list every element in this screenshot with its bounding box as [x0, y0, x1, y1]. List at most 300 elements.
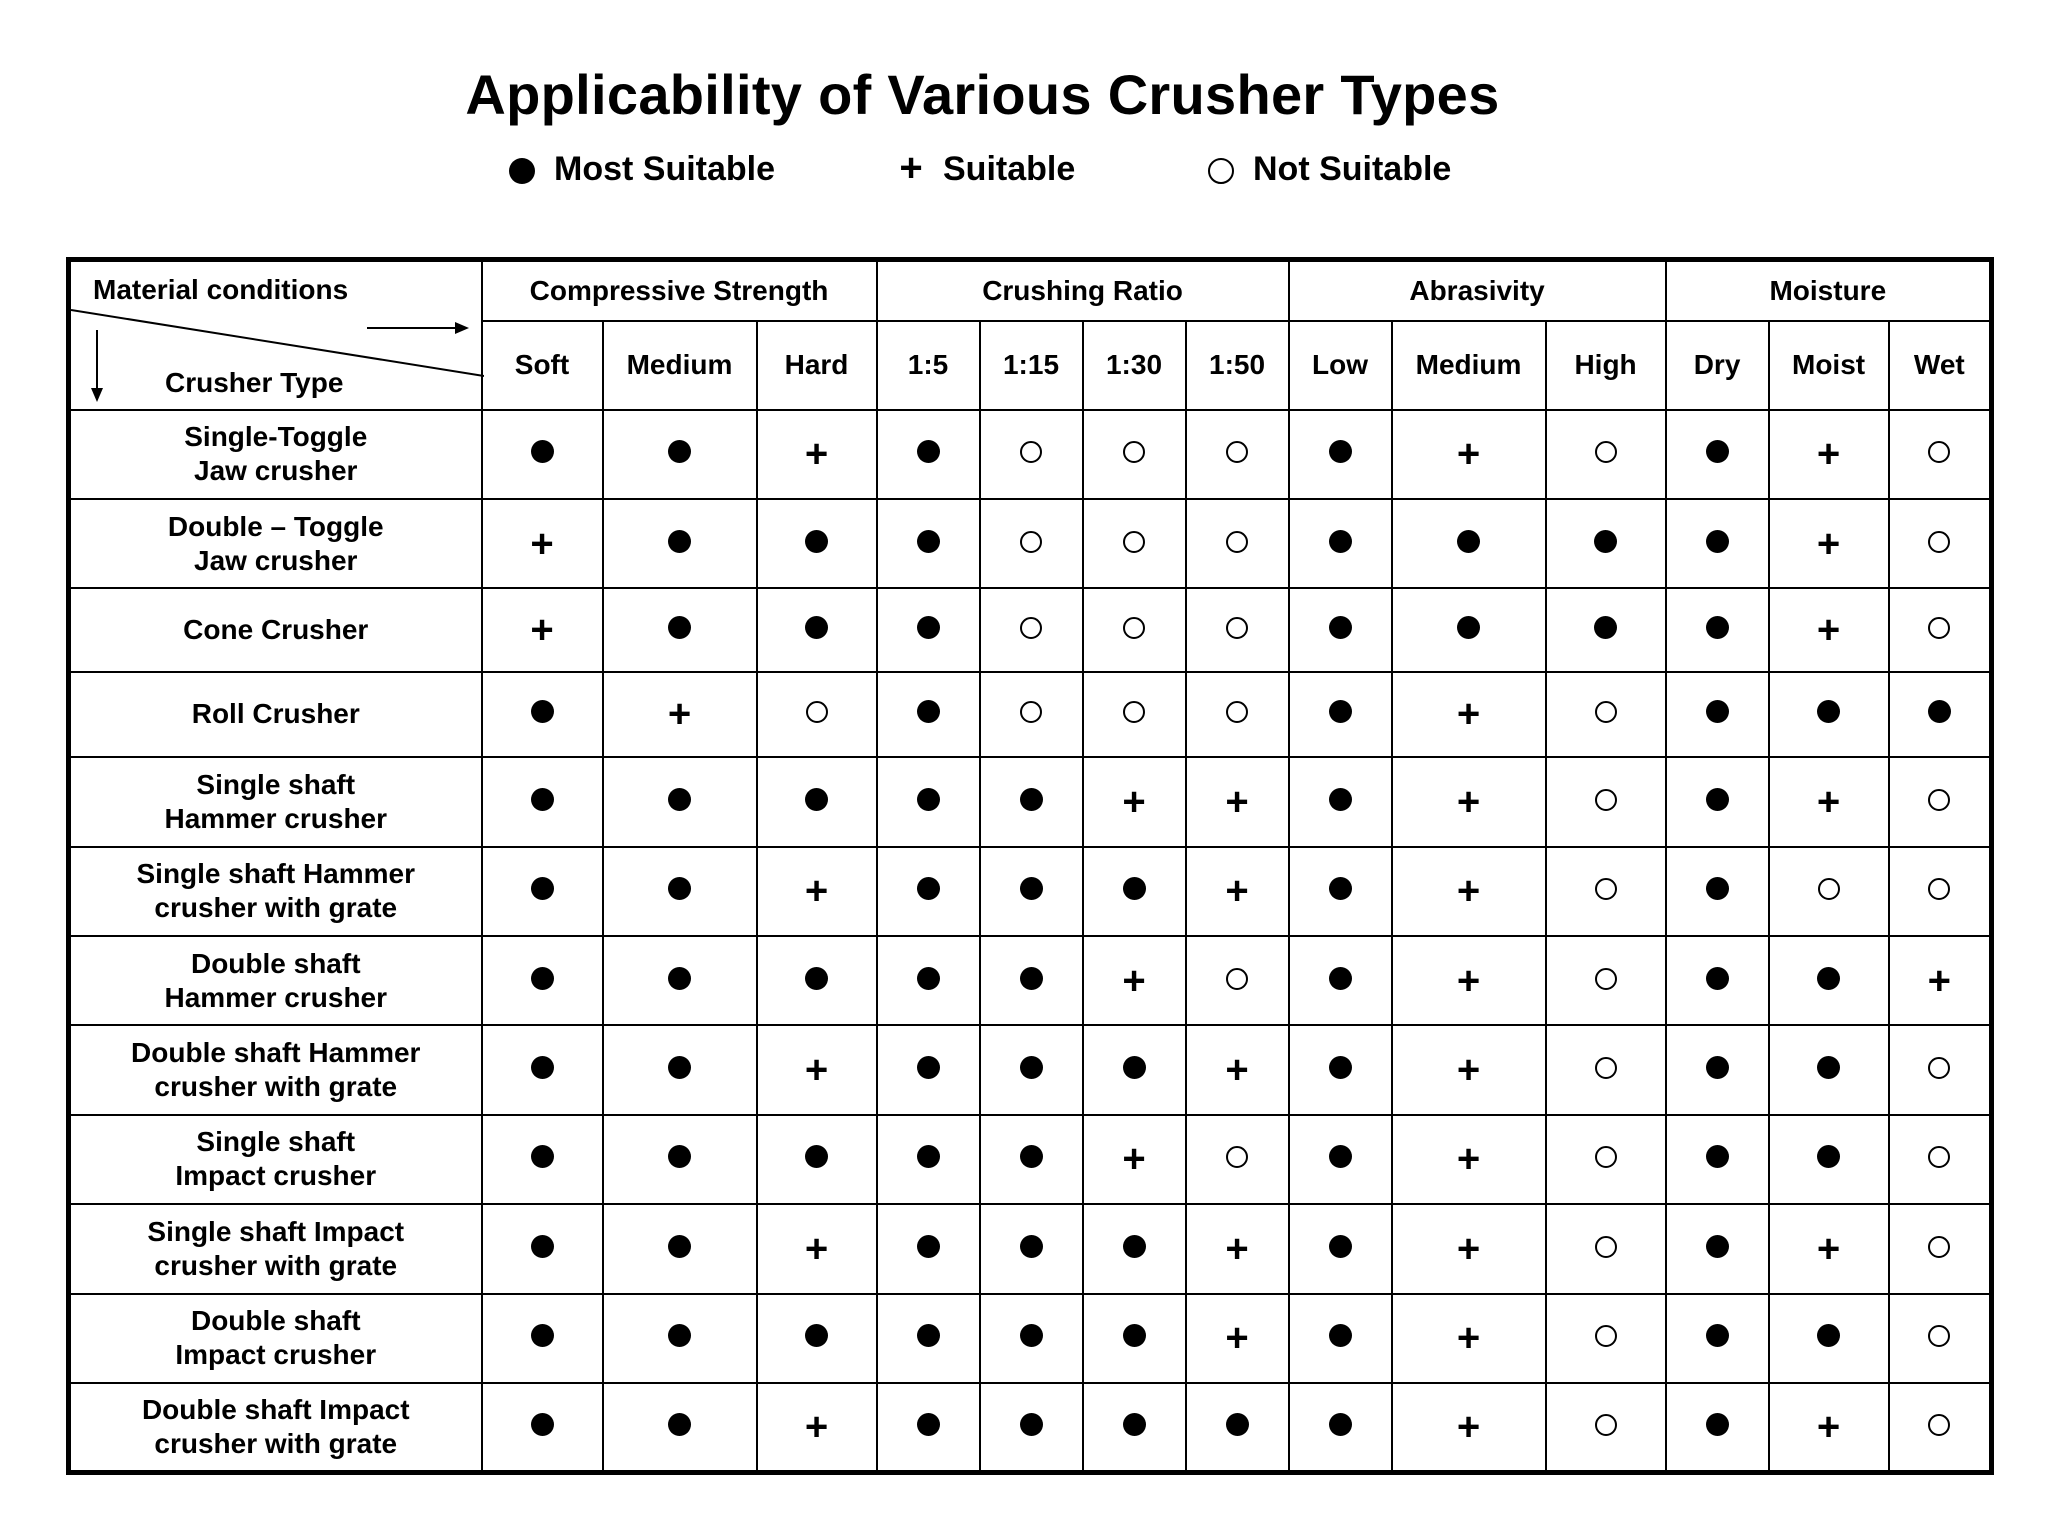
crusher-type-line: Hammer crusher — [164, 981, 388, 1013]
most-suitable-icon — [917, 530, 940, 553]
rating-cell — [1186, 499, 1289, 588]
suitable-icon: + — [804, 869, 829, 914]
crusher-type-line: crusher with grate — [154, 1249, 398, 1281]
not-suitable-icon — [1928, 1236, 1950, 1258]
rating-cell — [1546, 1204, 1666, 1293]
most-suitable-icon — [1123, 1413, 1146, 1436]
most-suitable-icon — [1817, 967, 1840, 990]
rating-cell — [877, 1383, 980, 1473]
suitable-icon: + — [1225, 1048, 1249, 1093]
suitable-icon: + — [1456, 692, 1481, 737]
most-suitable-icon — [805, 1145, 828, 1168]
suitable-icon: + — [1225, 1316, 1249, 1361]
crusher-type-line: crusher with grate — [154, 1427, 398, 1459]
rating-cell — [603, 1204, 757, 1293]
suitable-icon: + — [1456, 1048, 1481, 1093]
not-suitable-icon — [1928, 878, 1950, 900]
not-suitable-icon — [1928, 531, 1950, 553]
rating-cell — [1889, 936, 1992, 1025]
legend-suitable — [891, 144, 1075, 194]
rating-cell — [1546, 757, 1666, 846]
rating-cell — [1186, 410, 1289, 499]
rating-cell — [1889, 1383, 1992, 1473]
rating-cell — [1083, 936, 1186, 1025]
crusher-type-cell — [69, 1115, 482, 1204]
most-suitable-icon — [1817, 1324, 1840, 1347]
rating-cell — [482, 588, 603, 671]
most-suitable-icon — [1706, 440, 1729, 463]
page-title: Applicability of Various Crusher Types — [465, 63, 1500, 126]
crusher-type-cell — [69, 1025, 482, 1114]
rating-cell — [1289, 1115, 1392, 1204]
suitable-icon: + — [1456, 779, 1481, 824]
rating-cell — [1083, 672, 1186, 757]
most-suitable-icon — [1457, 530, 1480, 553]
not-suitable-icon — [1818, 878, 1840, 900]
group-header-crushing-ratio: Crushing Ratio — [877, 260, 1289, 321]
suitable-icon: + — [1122, 779, 1146, 824]
most-suitable-icon — [1020, 967, 1043, 990]
rating-cell — [1083, 847, 1186, 936]
crusher-type-line: Single shaft Hammer — [136, 858, 416, 890]
suitable-icon: + — [667, 692, 692, 737]
rating-cell — [980, 588, 1083, 671]
rating-cell — [1546, 410, 1666, 499]
most-suitable-icon — [668, 1324, 691, 1347]
rating-cell — [1546, 847, 1666, 936]
rating-cell — [877, 672, 980, 757]
rating-cell — [1889, 499, 1992, 588]
most-suitable-icon — [1123, 877, 1146, 900]
column-header: 1:5 — [877, 321, 980, 410]
most-suitable-icon — [1329, 1324, 1352, 1347]
rating-cell — [1289, 1025, 1392, 1114]
suitable-icon: + — [530, 608, 554, 652]
column-header: 1:50 — [1186, 321, 1289, 410]
most-suitable-icon — [531, 1235, 554, 1258]
rating-cell — [1392, 499, 1546, 588]
rating-cell — [1769, 588, 1889, 671]
most-suitable-icon — [805, 616, 828, 639]
not-suitable-icon — [1123, 617, 1145, 639]
column-header: Medium — [1392, 321, 1546, 410]
most-suitable-icon — [1329, 440, 1352, 463]
suitable-icon: + — [1456, 1137, 1481, 1182]
rating-cell — [757, 1383, 877, 1473]
not-suitable-icon — [1928, 441, 1950, 463]
most-suitable-icon — [917, 1413, 940, 1436]
table-row — [69, 936, 1992, 1025]
crusher-type-line: Impact crusher — [175, 1339, 377, 1371]
crusher-type-line: Jaw crusher — [194, 544, 358, 576]
rating-cell — [877, 936, 980, 1025]
table-row — [69, 499, 1992, 588]
most-suitable-icon — [1123, 1056, 1146, 1079]
most-suitable-icon — [668, 1145, 691, 1168]
rating-cell — [482, 1204, 603, 1293]
rating-cell — [877, 499, 980, 588]
rating-cell — [1186, 757, 1289, 846]
most-suitable-icon — [1329, 788, 1352, 811]
rating-cell — [1186, 1294, 1289, 1383]
rating-cell — [603, 847, 757, 936]
rating-cell — [603, 588, 757, 671]
rating-cell — [1392, 1025, 1546, 1114]
rating-cell — [757, 847, 877, 936]
most-suitable-icon — [1020, 1324, 1043, 1347]
most-suitable-icon — [668, 616, 691, 639]
most-suitable-icon — [531, 1056, 554, 1079]
most-suitable-icon — [1329, 1235, 1352, 1258]
rating-cell — [1666, 1115, 1769, 1204]
rating-cell — [603, 410, 757, 499]
rating-cell — [1186, 936, 1289, 1025]
most-suitable-icon — [1706, 700, 1729, 723]
most-suitable-icon — [531, 1324, 554, 1347]
crusher-type-cell — [69, 499, 482, 588]
rating-cell — [1392, 757, 1546, 846]
crusher-type-line: crusher with grate — [154, 1071, 398, 1103]
rating-cell — [1666, 588, 1769, 671]
suitable-icon: + — [1816, 779, 1841, 824]
most-suitable-icon — [1020, 1413, 1043, 1436]
rating-cell — [1666, 757, 1769, 846]
not-suitable-icon — [1020, 701, 1042, 723]
crusher-type-line: Roll Crusher — [191, 698, 360, 730]
most-suitable-icon — [917, 700, 940, 723]
most-suitable-icon — [1329, 616, 1352, 639]
rating-cell — [1186, 1115, 1289, 1204]
not-suitable-icon — [1595, 1057, 1617, 1079]
most-suitable-icon — [1020, 1235, 1043, 1258]
filled-dot-icon — [509, 158, 535, 184]
rating-cell — [603, 757, 757, 846]
crusher-type-cell — [69, 588, 482, 671]
most-suitable-icon — [668, 1413, 691, 1436]
crusher-type-cell — [69, 410, 482, 499]
not-suitable-icon — [1226, 701, 1248, 723]
rating-cell — [1392, 410, 1546, 499]
most-suitable-icon — [805, 967, 828, 990]
crusher-type-line: Single-Toggle — [184, 421, 368, 453]
rating-cell — [1392, 936, 1546, 1025]
table-row — [69, 757, 1992, 846]
rating-cell — [1666, 847, 1769, 936]
rating-cell — [482, 1383, 603, 1473]
rating-cell — [482, 757, 603, 846]
rating-cell — [757, 1204, 877, 1293]
rating-cell — [1186, 1204, 1289, 1293]
rating-cell — [1186, 1383, 1289, 1473]
group-header-moisture: Moisture — [1666, 260, 1992, 321]
rating-cell — [877, 1294, 980, 1383]
suitable-icon: + — [1927, 958, 1951, 1003]
rating-cell — [1546, 936, 1666, 1025]
corner-header — [69, 260, 482, 410]
suitable-icon: + — [1122, 958, 1146, 1003]
rating-cell — [1889, 757, 1992, 846]
most-suitable-icon — [668, 440, 691, 463]
suitable-icon: + — [1816, 608, 1841, 652]
most-suitable-icon — [1329, 877, 1352, 900]
most-suitable-icon — [1706, 1413, 1729, 1436]
column-header: Wet — [1889, 321, 1992, 410]
rating-cell — [1083, 1115, 1186, 1204]
rating-cell — [980, 1025, 1083, 1114]
rating-cell — [1889, 588, 1992, 671]
most-suitable-icon — [1329, 530, 1352, 553]
rating-cell — [877, 588, 980, 671]
suitable-icon: + — [1816, 1226, 1841, 1271]
rating-cell — [877, 410, 980, 499]
not-suitable-icon — [1595, 789, 1617, 811]
most-suitable-icon — [1020, 1145, 1043, 1168]
rating-cell — [1889, 672, 1992, 757]
crusher-type-line: Single shaft Impact — [147, 1215, 405, 1247]
rating-cell — [1186, 588, 1289, 671]
not-suitable-icon — [1226, 617, 1248, 639]
most-suitable-icon — [917, 616, 940, 639]
rating-cell — [1546, 588, 1666, 671]
most-suitable-icon — [917, 1145, 940, 1168]
rating-cell — [1666, 499, 1769, 588]
rating-cell — [1889, 410, 1992, 499]
column-header: 1:30 — [1083, 321, 1186, 410]
suitable-icon: + — [1225, 1226, 1249, 1271]
rating-cell — [1666, 936, 1769, 1025]
not-suitable-icon — [1020, 617, 1042, 639]
rating-cell — [1083, 499, 1186, 588]
rating-cell — [1546, 499, 1666, 588]
rating-cell — [1289, 1294, 1392, 1383]
rating-cell — [980, 847, 1083, 936]
crusher-type-line: Single shaft — [196, 1126, 356, 1158]
rating-cell — [1666, 672, 1769, 757]
suitable-icon: + — [1456, 958, 1481, 1003]
rating-cell — [1392, 672, 1546, 757]
table-row — [69, 410, 1992, 499]
crusher-type-cell — [69, 936, 482, 1025]
suitable-icon: + — [1456, 869, 1481, 914]
most-suitable-icon — [917, 1235, 940, 1258]
not-suitable-icon — [1226, 968, 1248, 990]
most-suitable-icon — [1226, 1413, 1249, 1436]
rating-cell — [603, 1115, 757, 1204]
suitable-icon: + — [804, 1048, 829, 1093]
most-suitable-icon — [1457, 616, 1480, 639]
rating-cell — [1186, 1025, 1289, 1114]
arrow-right-icon — [455, 322, 469, 334]
most-suitable-icon — [1817, 1056, 1840, 1079]
group-header-abrasivity: Abrasivity — [1289, 260, 1666, 321]
crusher-type-line: Jaw crusher — [194, 455, 358, 487]
rating-cell — [1769, 757, 1889, 846]
column-header: 1:15 — [980, 321, 1083, 410]
suitable-icon: + — [804, 432, 829, 477]
rating-cell — [757, 936, 877, 1025]
rating-cell — [877, 757, 980, 846]
not-suitable-icon — [1595, 878, 1617, 900]
most-suitable-icon — [1706, 616, 1729, 639]
not-suitable-icon — [806, 701, 828, 723]
column-header: Medium — [603, 321, 757, 410]
not-suitable-icon — [1020, 531, 1042, 553]
rating-cell — [603, 499, 757, 588]
rating-cell — [1392, 588, 1546, 671]
crusher-type-line: Hammer crusher — [164, 802, 388, 834]
rating-cell — [877, 1204, 980, 1293]
arrow-down-icon — [91, 388, 103, 402]
rating-cell — [482, 936, 603, 1025]
suitable-icon: + — [1456, 432, 1481, 477]
rating-cell — [980, 672, 1083, 757]
suitable-icon: + — [1225, 869, 1249, 914]
rating-cell — [482, 1115, 603, 1204]
suitable-icon: + — [1816, 1404, 1841, 1449]
column-header: High — [1546, 321, 1666, 410]
rating-cell — [1666, 1025, 1769, 1114]
table-row — [69, 1204, 1992, 1293]
rating-cell — [482, 499, 603, 588]
not-suitable-icon — [1928, 789, 1950, 811]
most-suitable-icon — [1928, 700, 1951, 723]
most-suitable-icon — [1329, 1413, 1352, 1436]
rating-cell — [1546, 672, 1666, 757]
rating-cell — [1666, 1383, 1769, 1473]
most-suitable-icon — [1123, 1324, 1146, 1347]
most-suitable-icon — [668, 530, 691, 553]
crusher-type-line: Double shaft Impact — [141, 1393, 410, 1425]
rating-cell — [1769, 1204, 1889, 1293]
suitable-icon: + — [530, 521, 554, 566]
suitable-icon: + — [1456, 1226, 1481, 1271]
not-suitable-icon — [1226, 441, 1248, 463]
rating-cell — [1289, 757, 1392, 846]
suitable-icon: + — [1456, 1316, 1481, 1361]
not-suitable-icon — [1928, 1057, 1950, 1079]
rating-cell — [757, 757, 877, 846]
legend-not-suitable — [1201, 144, 1451, 194]
rating-cell — [1889, 1115, 1992, 1204]
rating-cell — [1392, 1204, 1546, 1293]
most-suitable-icon — [917, 1324, 940, 1347]
not-suitable-icon — [1123, 531, 1145, 553]
rating-cell — [1186, 672, 1289, 757]
rating-cell — [1083, 588, 1186, 671]
open-circle-icon — [1208, 158, 1234, 184]
rating-cell — [1769, 847, 1889, 936]
most-suitable-icon — [531, 877, 554, 900]
legend-most-suitable — [502, 144, 775, 194]
not-suitable-icon — [1928, 1146, 1950, 1168]
most-suitable-icon — [1706, 1235, 1729, 1258]
not-suitable-icon — [1226, 531, 1248, 553]
rating-cell — [1769, 1115, 1889, 1204]
column-header: Soft — [482, 321, 603, 410]
rating-cell — [603, 936, 757, 1025]
rating-cell — [482, 672, 603, 757]
not-suitable-icon — [1595, 1146, 1617, 1168]
most-suitable-icon — [531, 1145, 554, 1168]
not-suitable-icon — [1595, 441, 1617, 463]
rating-cell — [757, 588, 877, 671]
rating-cell — [1889, 1294, 1992, 1383]
crusher-type-cell — [69, 1204, 482, 1293]
rating-cell — [1289, 1383, 1392, 1473]
table-row — [69, 847, 1992, 936]
rating-cell — [1546, 1115, 1666, 1204]
table-row — [69, 1383, 1992, 1473]
most-suitable-icon — [805, 1324, 828, 1347]
most-suitable-icon — [668, 877, 691, 900]
group-header-compressive-strength: Compressive Strength — [482, 260, 877, 321]
column-header: Low — [1289, 321, 1392, 410]
rating-cell — [1289, 936, 1392, 1025]
rating-cell — [1546, 1025, 1666, 1114]
rating-cell — [980, 1294, 1083, 1383]
table-row — [69, 1294, 1992, 1383]
rating-cell — [1289, 1204, 1392, 1293]
most-suitable-icon — [1123, 1235, 1146, 1258]
rating-cell — [877, 847, 980, 936]
crusher-type-cell — [69, 1383, 482, 1473]
most-suitable-icon — [1329, 700, 1352, 723]
not-suitable-icon — [1226, 1146, 1248, 1168]
column-header: Moist — [1769, 321, 1889, 410]
rating-cell — [603, 1294, 757, 1383]
most-suitable-icon — [1329, 1145, 1352, 1168]
rating-cell — [757, 672, 877, 757]
rating-cell — [877, 1025, 980, 1114]
rating-cell — [1083, 757, 1186, 846]
rating-cell — [482, 847, 603, 936]
rating-cell — [1546, 1383, 1666, 1473]
most-suitable-icon — [1817, 700, 1840, 723]
rating-cell — [1392, 1115, 1546, 1204]
crusher-type-line: Cone Crusher — [183, 614, 369, 645]
legend-label: Most Suitable — [554, 149, 776, 188]
rating-cell — [1289, 672, 1392, 757]
not-suitable-icon — [1123, 701, 1145, 723]
most-suitable-icon — [531, 1413, 554, 1436]
rating-cell — [1769, 672, 1889, 757]
crusher-type-line: Double shaft Hammer — [131, 1037, 421, 1069]
corner-material-conditions: Material conditions — [93, 274, 349, 305]
corner-crusher-type: Crusher Type — [165, 366, 344, 398]
rating-cell — [980, 1383, 1083, 1473]
crusher-type-cell — [69, 1294, 482, 1383]
rating-cell — [482, 1025, 603, 1114]
most-suitable-icon — [668, 1056, 691, 1079]
most-suitable-icon — [1329, 1056, 1352, 1079]
crusher-type-line: Double shaft — [190, 947, 361, 979]
plus-icon: + — [899, 146, 923, 190]
rating-cell — [1546, 1294, 1666, 1383]
most-suitable-icon — [917, 877, 940, 900]
rating-cell — [1769, 1294, 1889, 1383]
legend-label: Suitable — [943, 149, 1076, 188]
table-row — [69, 672, 1992, 757]
rating-cell — [757, 1025, 877, 1114]
group-header-row — [69, 260, 1992, 321]
most-suitable-icon — [1706, 1324, 1729, 1347]
rating-cell — [1083, 410, 1186, 499]
most-suitable-icon — [668, 967, 691, 990]
rating-cell — [1889, 847, 1992, 936]
table-row — [69, 588, 1992, 671]
suitable-icon: + — [1456, 1404, 1481, 1449]
rating-cell — [1769, 936, 1889, 1025]
